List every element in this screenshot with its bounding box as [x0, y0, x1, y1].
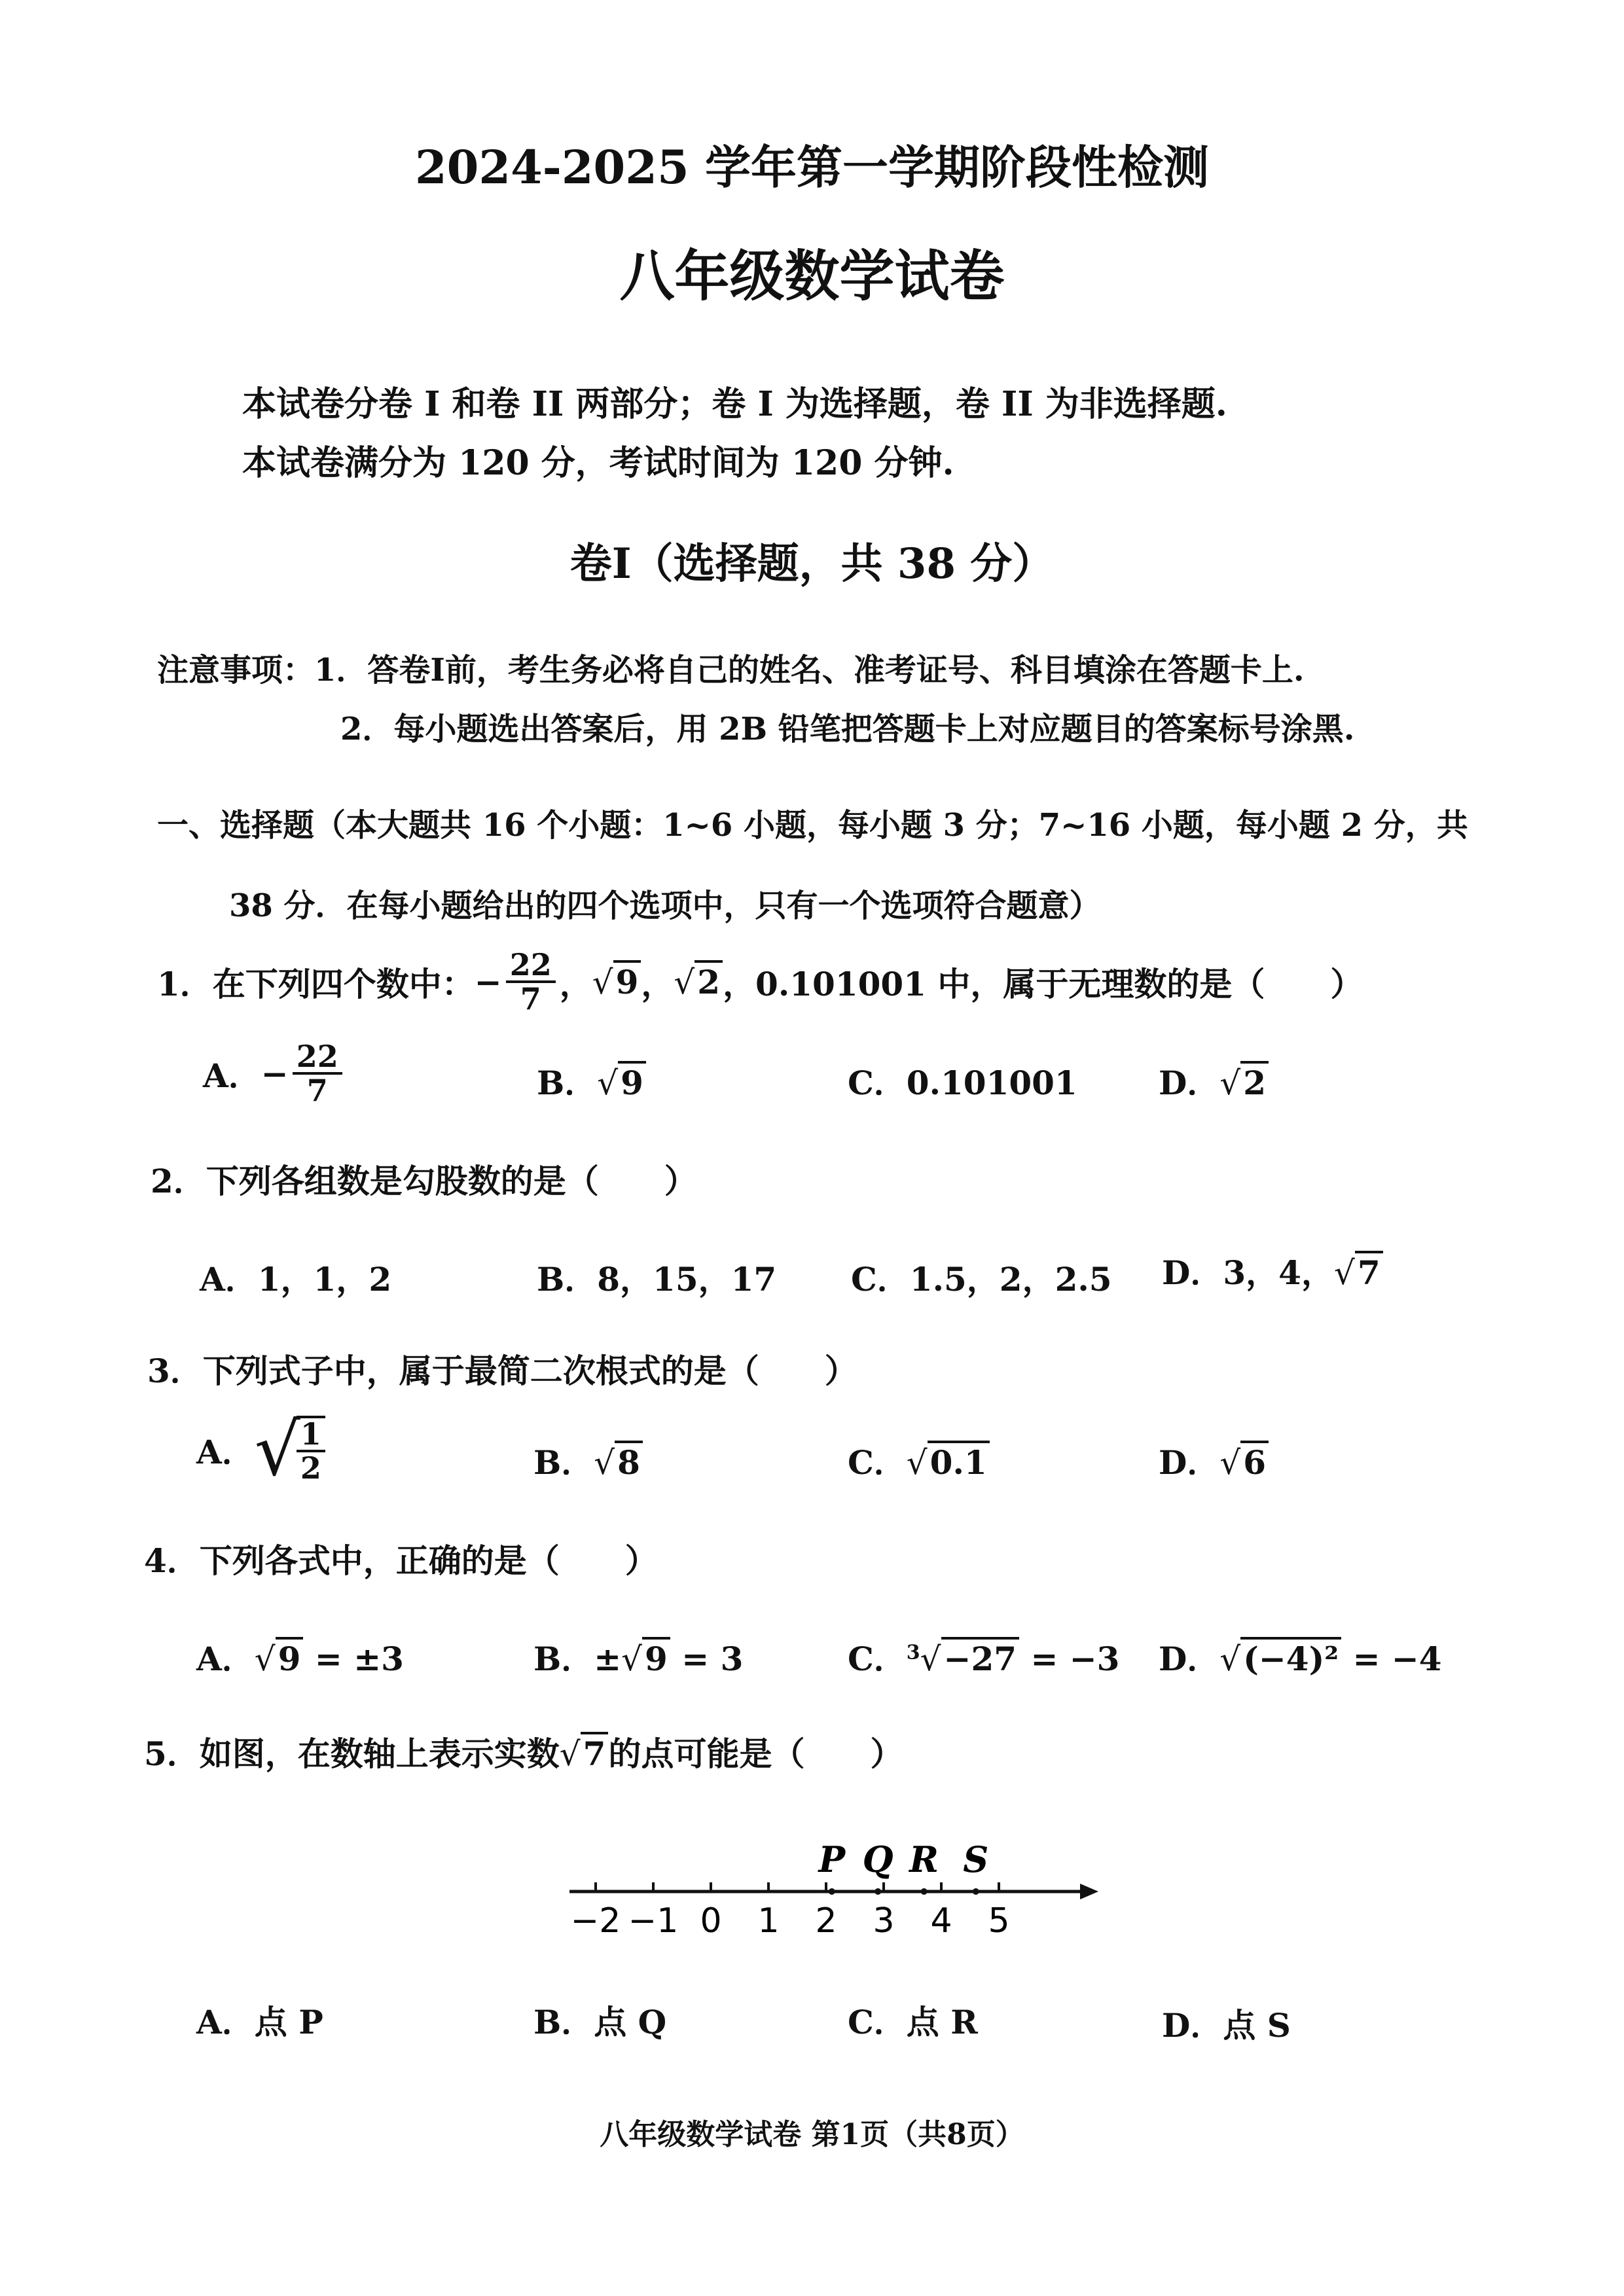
sqrt-symbol-icon: √ — [920, 1640, 941, 1678]
q4-option-c — [848, 1633, 1119, 1680]
q1-d-rad: 2 — [1240, 1061, 1269, 1102]
q5-stem-rad: 7 — [581, 1732, 609, 1773]
q3-d-label: D． — [1159, 1443, 1220, 1482]
q4-b-label: B． — [533, 1640, 594, 1678]
q1-fraction — [506, 949, 556, 1015]
question-3-stem: 3．下列式子中，属于最简二次根式的是（ ） — [147, 1352, 857, 1390]
sqrt-symbol-icon: √ — [254, 1640, 276, 1678]
sqrt-symbol-icon: √ — [1333, 1254, 1355, 1292]
question-5-stem — [144, 1728, 903, 1775]
q3-c-label: C． — [848, 1443, 907, 1482]
q3-c-rad: 0.1 — [928, 1441, 990, 1482]
sqrt-symbol-icon: √ — [1219, 1064, 1241, 1102]
sqrt-symbol-icon: √ — [621, 1640, 643, 1678]
q1-a-num: 22 — [293, 1041, 342, 1075]
q1-frac-num: 22 — [506, 949, 556, 983]
q4-a-rad: 9 — [276, 1637, 304, 1678]
q1-d-sqrt — [1219, 1064, 1269, 1102]
q4-c-sqrt — [920, 1640, 1019, 1678]
q4-option-d — [1159, 1633, 1442, 1680]
q1-d-label: D． — [1159, 1064, 1220, 1102]
q2-option-a: A．1，1，2 — [200, 1260, 392, 1299]
q1-frac-den: 7 — [520, 981, 541, 1017]
intro-line-2: 本试卷满分为 120 分，考试时间为 120 分钟. — [242, 443, 954, 483]
number-line-point-label: P — [818, 1839, 846, 1880]
sqrt-symbol-icon: √ — [906, 1444, 928, 1482]
q4-b-sqrt — [621, 1640, 670, 1678]
q1-rad-2: 2 — [695, 960, 723, 1001]
q3-d-rad: 6 — [1240, 1441, 1269, 1482]
q4-c-index: 3 — [906, 1641, 920, 1664]
q1-sqrt-9 — [592, 963, 641, 1001]
number-line-tick-label: 0 — [700, 1901, 722, 1941]
q1-option-b — [537, 1057, 646, 1104]
number-line-tick-label: 5 — [988, 1901, 1010, 1941]
q3-b-sqrt — [594, 1443, 643, 1482]
q1-option-d — [1159, 1057, 1269, 1104]
q1-sqrt-2 — [674, 963, 723, 1001]
q4-c-rad: −27 — [941, 1637, 1019, 1678]
number-line-figure — [563, 1820, 1100, 1944]
q4-b-rad: 9 — [642, 1637, 670, 1678]
q2-d-rad: 7 — [1355, 1251, 1383, 1292]
q5-option-c: C．点 R — [848, 2003, 978, 2041]
q1-a-fraction — [293, 1041, 342, 1107]
q2-option-c: C．1.5，2，2.5 — [851, 1260, 1112, 1299]
q2-d-prefix: D．3，4， — [1162, 1253, 1334, 1292]
exam-subtitle: 八年级数学试卷 — [619, 243, 1005, 308]
number-line-tick-label: 3 — [873, 1901, 895, 1941]
number-line-tick-label: 4 — [930, 1901, 952, 1941]
number-line-point — [875, 1888, 881, 1895]
q1-tail: ，0.101001 中，属于无理数的是（ ） — [723, 965, 1363, 1004]
q4-a-rhs: = ±3 — [314, 1640, 404, 1678]
number-line-point-label: R — [909, 1839, 939, 1880]
exam-title: 2024-2025 学年第一学期阶段性检测 — [414, 140, 1210, 194]
q1-sep-2: ， — [641, 965, 674, 1004]
q3-option-c — [848, 1437, 990, 1484]
number-line-point — [829, 1888, 835, 1895]
q4-b-pm: ± — [594, 1640, 622, 1678]
q3-a-fraction — [297, 1416, 325, 1484]
q1-a-sign: − — [261, 1054, 289, 1093]
q4-d-rhs: = −4 — [1352, 1640, 1442, 1678]
sqrt-symbol-icon: √ — [254, 1408, 300, 1492]
q4-a-sqrt — [255, 1640, 304, 1678]
q1-sep-1: ， — [559, 965, 592, 1004]
q1-prefix: 1．在下列四个数中： — [157, 965, 475, 1004]
page-footer: 八年级数学试卷 第1页（共8页） — [600, 2118, 1024, 2151]
q4-d-rad: (−4)² — [1240, 1637, 1341, 1678]
q3-b-rad: 8 — [615, 1441, 643, 1482]
question-1-stem — [157, 949, 1363, 1015]
question-2-stem: 2．下列各组数是勾股数的是（ ） — [151, 1162, 697, 1200]
q1-c-label: C． — [848, 1064, 907, 1102]
q4-c-rhs: = −3 — [1030, 1640, 1120, 1678]
q1-a-label: A． — [203, 1056, 261, 1096]
intro-line-1: 本试卷分卷 I 和卷 II 两部分；卷 I 为选择题，卷 II 为非选择题. — [242, 384, 1227, 424]
number-line-point — [921, 1888, 928, 1895]
q5-stem-sqrt — [560, 1734, 609, 1773]
q3-a-den: 2 — [300, 1450, 321, 1486]
q1-b-label: B． — [537, 1064, 598, 1102]
q3-option-a — [196, 1408, 329, 1492]
q3-d-sqrt — [1219, 1443, 1269, 1482]
q3-a-label: A． — [196, 1433, 255, 1471]
q3-c-sqrt — [907, 1443, 990, 1482]
q1-b-sqrt — [597, 1064, 646, 1102]
q1-option-c — [848, 1057, 1077, 1104]
number-line-point-label: S — [963, 1839, 989, 1880]
q5-stem-a: 5．如图，在数轴上表示实数 — [144, 1734, 560, 1773]
q1-option-a — [203, 1041, 346, 1107]
q1-c-text: 0.101001 — [906, 1064, 1077, 1102]
sqrt-symbol-icon: √ — [592, 963, 613, 1001]
q2-option-b: B．8，15，17 — [537, 1260, 777, 1299]
q3-a-num: 1 — [297, 1418, 325, 1452]
q2-option-d — [1162, 1247, 1383, 1294]
q2-d-sqrt — [1334, 1253, 1383, 1292]
q4-option-a — [196, 1633, 404, 1680]
arrow-right-icon — [1080, 1884, 1098, 1899]
number-line-points — [817, 1839, 988, 1895]
q4-b-rhs: = 3 — [681, 1640, 744, 1678]
notes-line-1: 注意事项：1．答卷I前，考生务必将自己的姓名、准考证号、科目填涂在答题卡上. — [157, 652, 1305, 689]
q4-a-label: A． — [196, 1640, 255, 1678]
q3-option-d — [1159, 1437, 1269, 1484]
number-line-tick-label: 2 — [815, 1901, 837, 1941]
sqrt-symbol-icon: √ — [674, 963, 695, 1001]
sqrt-symbol-icon: √ — [1219, 1444, 1241, 1482]
part1-heading-line-1: 一、选择题（本大题共 16 个小题：1~6 小题，每小题 3 分；7~16 小题，每小题 2 分，共 — [157, 807, 1468, 844]
question-4-stem: 4．下列各式中，正确的是（ ） — [144, 1541, 658, 1580]
q3-option-b — [533, 1437, 643, 1484]
sqrt-symbol-icon: √ — [559, 1735, 581, 1773]
q5-stem-b: 的点可能是（ ） — [608, 1734, 903, 1773]
q4-option-b — [533, 1633, 743, 1680]
q1-frac-sign: − — [474, 962, 502, 1001]
number-line-tick-label: −2 — [570, 1901, 621, 1941]
q3-b-label: B． — [533, 1443, 594, 1482]
q5-option-b: B．点 Q — [533, 2003, 667, 2041]
part1-heading-line-2: 38 分．在每小题给出的四个选项中，只有一个选项符合题意） — [229, 888, 1101, 924]
number-line-point-label: Q — [862, 1839, 893, 1880]
q4-c-label: C． — [848, 1640, 907, 1678]
section-title: 卷I（选择题，共 38 分） — [569, 539, 1055, 588]
q1-b-rad: 9 — [618, 1061, 646, 1102]
number-line-point — [973, 1888, 979, 1895]
number-line-tick-label: 1 — [757, 1901, 780, 1941]
q5-option-d: D．点 S — [1162, 2006, 1291, 2045]
sqrt-symbol-icon: √ — [597, 1064, 619, 1102]
q4-d-sqrt — [1219, 1640, 1341, 1678]
q5-option-a: A．点 P — [196, 2003, 323, 2041]
sqrt-symbol-icon: √ — [594, 1444, 615, 1482]
number-line-tick-label: −1 — [628, 1901, 679, 1941]
q1-a-den: 7 — [306, 1073, 328, 1109]
notes-line-2: 2．每小题选出答案后，用 2B 铅笔把答题卡上对应题目的答案标号涂黑. — [340, 711, 1355, 747]
sqrt-symbol-icon: √ — [1219, 1640, 1241, 1678]
q1-rad-1: 9 — [613, 960, 641, 1001]
q4-d-label: D． — [1159, 1640, 1220, 1678]
